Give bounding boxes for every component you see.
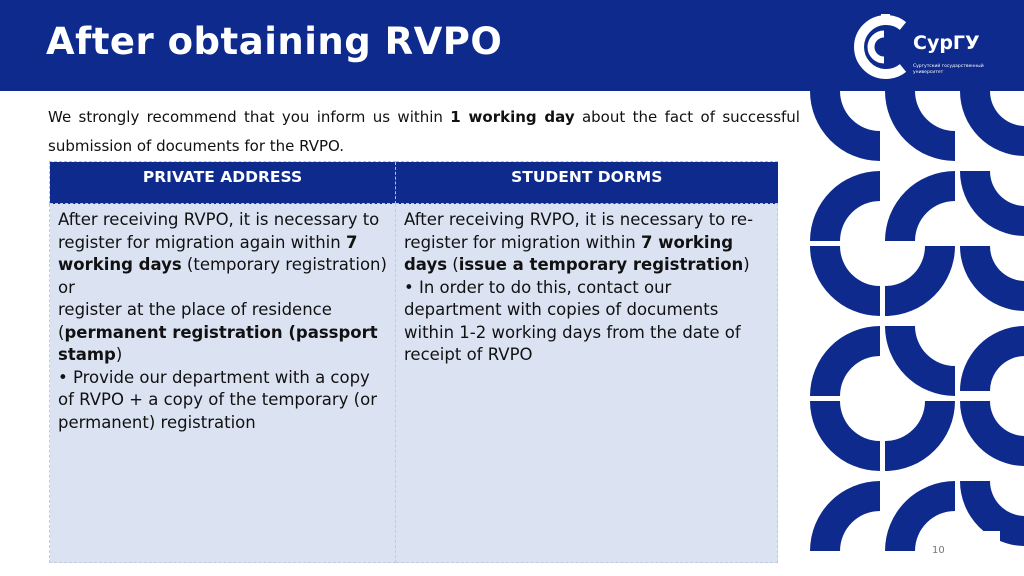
decorative-pattern bbox=[805, 91, 1024, 576]
logo-name: СурГУ bbox=[913, 32, 980, 54]
intro-emphasis: 1 working day bbox=[450, 108, 575, 126]
cell-student-dorms: After receiving RVPO, it is necessary to re-register for migration within 7 working days (issue a temporary registration) • In order to do this, contact our department with copies of documents within 1-2 working days from the date of receipt of RVPO bbox=[396, 204, 778, 563]
logo-mark-icon bbox=[853, 12, 913, 82]
header-bar bbox=[0, 0, 1024, 91]
header-student-dorms: STUDENT DORMS bbox=[396, 162, 778, 204]
intro-text: We strongly recommend that you inform us within 1 working day about the fact of successful submission of documents for the RVPO. bbox=[48, 108, 800, 155]
header-private-address: PRIVATE ADDRESS bbox=[50, 162, 396, 204]
page-title: After obtaining RVPO bbox=[46, 20, 503, 63]
registration-table bbox=[49, 161, 778, 563]
table-row bbox=[50, 204, 778, 563]
university-logo bbox=[853, 12, 1013, 82]
logo-subtitle: Сургутский государственный университет bbox=[913, 64, 984, 75]
table-header-row bbox=[50, 162, 778, 204]
page-number: 10 bbox=[932, 545, 945, 556]
cell-private-address: After receiving RVPO, it is necessary to register for migration again within 7 working days (temporary registration) or register at the place of residence (permanent registration (passport stamp) • Provide our department with a copy of RVPO + a copy of the temporary (or permanent) registration bbox=[50, 204, 396, 563]
